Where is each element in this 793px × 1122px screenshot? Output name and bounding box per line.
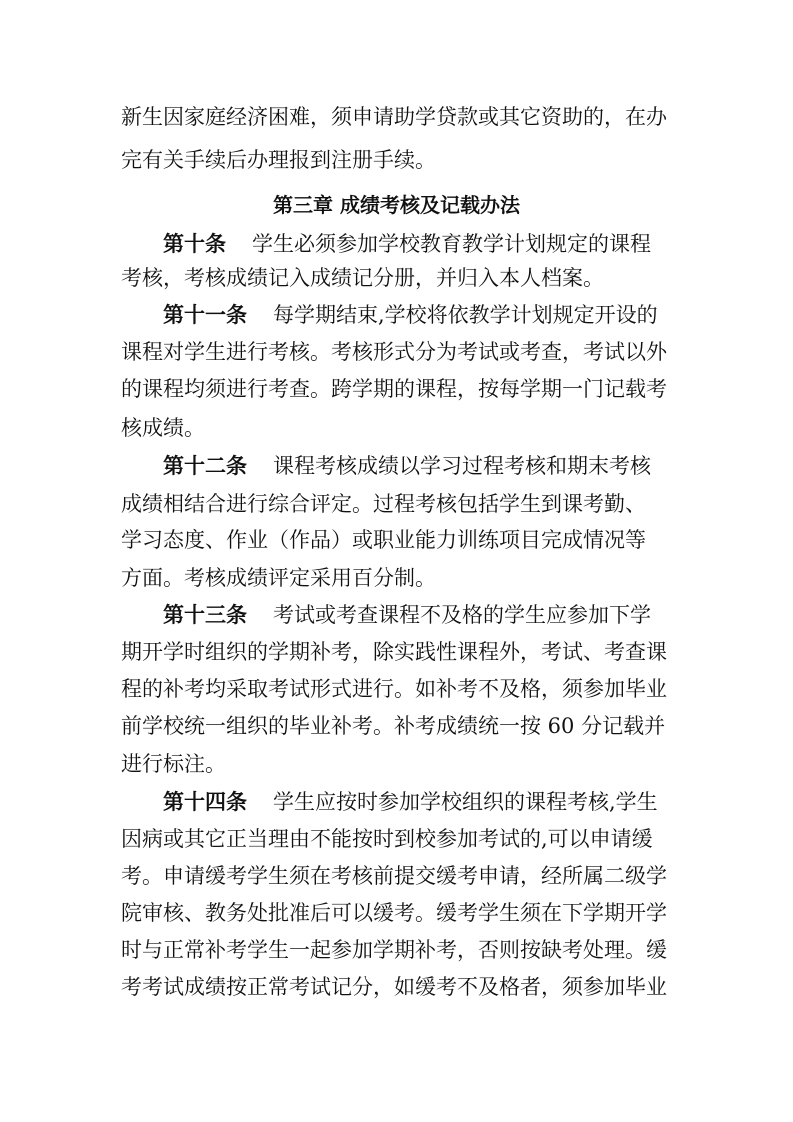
article-13-line-2: 期开学时组织的学期补考，除实践性课程外，考试、考查课 <box>121 640 667 664</box>
article-12-line-2: 成绩相结合进行综合评定。过程考核包括学生到课考勤、 <box>121 492 646 516</box>
article-13-line-5: 进行标注。 <box>121 752 226 776</box>
article-14-text: 学生应按时参加学校组织的课程考核,学生 <box>273 790 658 814</box>
article-11-line-3: 的课程均须进行考查。跨学期的课程，按每学期一门记载考 <box>121 377 667 401</box>
article-14-line-5: 时与正常补考学生一起参加学期补考，否则按缺考处理。缓 <box>121 938 667 962</box>
article-13-title: 第十三条 <box>163 603 247 627</box>
article-14-line-4: 院审核、教务处批准后可以缓考。缓考学生须在下学期开学 <box>121 901 667 925</box>
article-14-line-1 <box>163 782 681 822</box>
article-11-line-1 <box>163 295 681 335</box>
article-12-line-4: 方面。考核成绩评定采用百分制。 <box>121 566 436 590</box>
article-13-line-4: 前学校统一组织的毕业补考。补考成绩统一按 60 分记载并 <box>121 714 666 738</box>
article-14-line-2: 因病或其它正当理由不能按时到校参加考试的,可以申请缓 <box>121 827 653 851</box>
article-11-line-4: 核成绩。 <box>121 416 205 440</box>
article-12-text: 课程考核成绩以学习过程考核和期末考核 <box>273 454 651 478</box>
article-13-line-1 <box>163 595 681 635</box>
article-13-line-3: 程的补考均采取考试形式进行。如补考不及格，须参加毕业 <box>121 677 667 701</box>
article-13-text: 考试或考查课程不及格的学生应参加下学 <box>273 603 651 627</box>
article-14-line-3: 考。申请缓考学生须在考核前提交缓考申请，经所属二级学 <box>121 864 667 888</box>
chapter-heading: 第三章 成绩考核及记载办法 <box>273 193 520 217</box>
article-12-line-3: 学习态度、作业（作品）或职业能力训练项目完成情况等 <box>121 528 646 552</box>
article-11-text: 每学期结束,学校将依教学计划规定开设的 <box>273 303 658 327</box>
article-10-title: 第十条 <box>163 232 226 256</box>
intro-line-2: 完有关手续后办理报到注册手续。 <box>121 148 436 172</box>
article-12-title: 第十二条 <box>163 454 247 478</box>
article-14-line-6: 考考试成绩按正常考试记分，如缓考不及格者，须参加毕业 <box>121 975 667 999</box>
article-12-line-1 <box>163 446 681 486</box>
intro-line-1: 新生因家庭经济困难，须申请助学贷款或其它资助的，在办 <box>121 105 667 129</box>
article-11-line-2: 课程对学生进行考核。考核形式分为考试或考查，考试以外 <box>121 340 667 364</box>
article-11-title: 第十一条 <box>163 303 247 327</box>
article-14-title: 第十四条 <box>163 790 247 814</box>
article-10-text: 学生必须参加学校教育教学计划规定的课程 <box>252 232 651 256</box>
article-10-line-2: 考核，考核成绩记入成绩记分册，并归入本人档案。 <box>121 266 604 290</box>
